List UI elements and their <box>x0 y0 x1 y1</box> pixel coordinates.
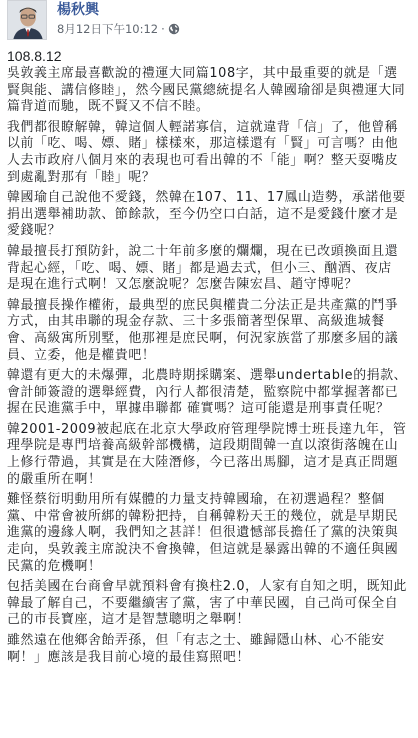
post-paragraph: 韓國瑜自己說他不愛錢，然韓在107、11、17鳳山造勢，承諾他要捐出選舉補助款、節餘款，至今仍空口白話，這不是愛錢什麼才是愛錢呢？ <box>7 190 406 239</box>
post-paragraph: 雖然遠在他鄉舍飴弄孫，但「有志之士、雖歸隱山林、心不能安啊！」應該是我目前心境的最佳寫照吧！ <box>7 633 385 665</box>
post-meta <box>57 21 180 37</box>
post-timestamp[interactable]: 8月12日下午10:12 <box>57 22 159 36</box>
author-name[interactable]: 楊秋興 <box>57 2 99 18</box>
post-paragraph: 包括美國在台商會早就預料會有換柱2.0，人家有自知之明，既知此韓最了解自己，不要繼續害了黨，害了中華民國，自己尚可保全自己的市長寶座，這才是智慧聰明之舉啊！ <box>7 579 408 628</box>
post-paragraph: 吳敦義主席最喜歡說的禮運大同篇108字，其中最重要的就是「選賢與能、講信修睦」，然今國民黨總統提名人韓國瑜卻是與禮運大同篇背道而馳，既不賢又不信不睦。 <box>7 66 406 115</box>
globe-icon[interactable] <box>168 23 180 35</box>
post-paragraph: 我們都很瞭解韓，韓這個人輕諾寡信，這就違背「信」了，他曾稱以前「吃、喝、嫖、賭」樣樣來，那這樣還有「賢」可言嗎？由他人去市政府八個月來的表現也可看出韓的不「能」啊？整天耍嘴皮到處亂對那有「睦」呢？ <box>7 119 399 185</box>
post-paragraph: 韓最擅長操作權術，最典型的庶民與權貴二分法正是共產黨的鬥爭方式，由其串聯的現金存款、三十多張簡著型保單、高級進城餐會、高級寓所別墅，他那裡是庶民啊，何況家族當了那麼多屆的議員、立委，他是權貴吧！ <box>7 297 399 363</box>
post-paragraph: 韓還有更大的未爆彈，北農時期採購案、選舉undertable的捐款、會計師簽證的選舉經費，內行人都很清楚，監察院中都掌握著都已握在民進黨手中，單據串聯都 確實嗎？這可能還是刑事責任呢？ <box>7 368 408 417</box>
post-date-line: 108.8.12 <box>7 48 62 64</box>
post-paragraph: 韓最擅長打預防針，說二十年前多麼的爛爛，現在已改頭換面且還背起心經，「吃、喝、嫖、賭」都是過去式，但小三、酗酒、夜店 是現在進行式啊！又怎麼說呢？怎麼告陳宏昌、趙守博呢？ <box>7 243 399 293</box>
post-body <box>7 66 408 670</box>
post-header <box>7 0 408 44</box>
meta-separator: · <box>161 22 165 36</box>
post-paragraph: 韓2001-2009被起底在北京大學政府管理學院博士班長達九年，管理學院是專門培養高級幹部機構，這段期間韓一直以滾街落魄在山上修行帶過，其實是在大陸潛修，今已落出馬腳，這才是真正問題的嚴重所在啊！ <box>7 421 407 487</box>
avatar[interactable] <box>7 0 47 40</box>
post-paragraph: 難怪蔡衍明動用所有媒體的力量支持韓國瑜，在初選過程？整個黨、中常會被所綁的韓粉把持，自稱韓粉天王的幾位，就是早期民進黨的邊緣人啊，我們知之甚詳！但很遺憾部長擔任了黨的決策與走向，吳敦義主席說決不會換韓，但這就是暴露出韓的不適任與國民黨的危機啊！ <box>7 492 399 574</box>
